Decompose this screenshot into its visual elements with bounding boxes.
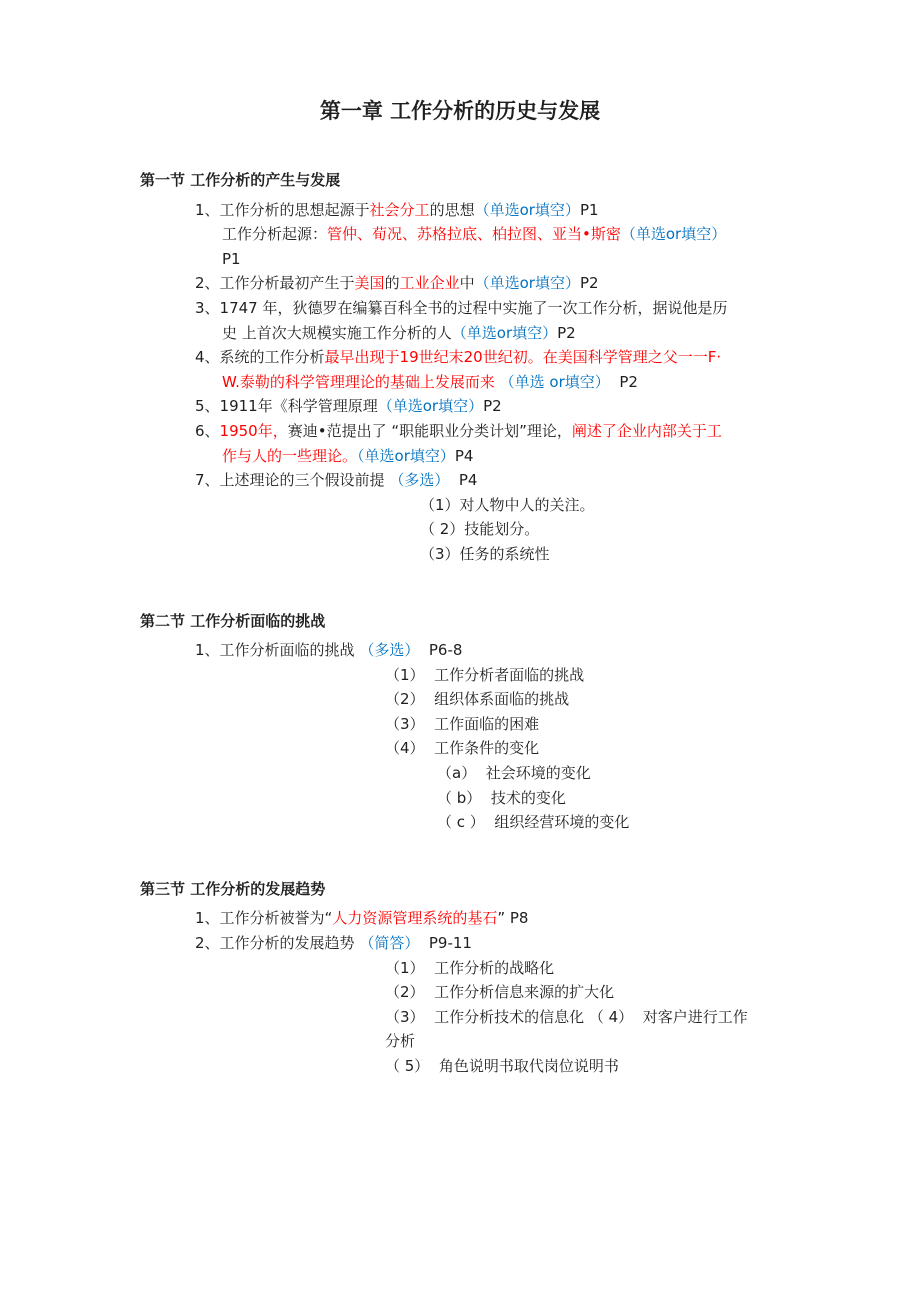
outline-line — [0, 493, 920, 518]
outline-line — [0, 1054, 920, 1079]
outline-line — [0, 980, 920, 1005]
outline-line — [0, 247, 920, 272]
text-segment: （ 5） 角色说明书取代岗位说明书 — [385, 1057, 619, 1075]
text-segment: 中 — [459, 274, 475, 293]
text-segment: 2、工作分析最初产生于 — [195, 274, 355, 293]
text-segment: 5、1911年《科学管理原理 — [195, 397, 378, 416]
document-title: 第一章 工作分析的历史与发展 — [319, 99, 601, 123]
outline-line — [0, 687, 920, 712]
outline-line — [0, 712, 920, 737]
text-segment: 4、系统的工作分析 — [195, 348, 325, 367]
text-segment: （ c ） 组织经营环境的变化 — [437, 813, 630, 832]
text-segment: （3） 工作面临的困难 — [385, 714, 540, 733]
text-segment: 美国 — [354, 274, 385, 293]
section-3 — [0, 877, 920, 1079]
text-segment: （单选or填空） — [357, 446, 455, 465]
text-segment: P4 — [449, 471, 478, 490]
text-segment: （ 2）技能划分。 — [420, 520, 540, 539]
text-segment: 的思想 — [429, 200, 475, 219]
text-segment: （1）对人物中人的关注。 — [420, 495, 595, 514]
outline-line — [0, 542, 920, 567]
text-segment: （单选or填空） — [377, 397, 484, 416]
text-segment: （多选） — [359, 641, 420, 660]
text-segment: 3、1747 年，狄德罗在编纂百科全书的过程中实施了一次工作分析，据说他是历 — [195, 298, 728, 317]
outline-line — [0, 786, 920, 811]
text-segment: 作与人的一些理论。 — [222, 446, 358, 465]
outline-line — [0, 468, 920, 493]
outline-line — [0, 1005, 920, 1030]
text-segment: P2 — [579, 274, 599, 293]
text-segment: 2、工作分析的发展趋势 — [195, 934, 360, 953]
text-segment: （2） 工作分析信息来源的扩大化 — [385, 983, 615, 1002]
text-segment: 史 上首次大规模实施工作分析的人 — [222, 323, 452, 342]
outline-line — [0, 638, 920, 663]
text-segment: P2 — [557, 323, 576, 342]
text-segment: 1、工作分析面临的挑战 — [195, 641, 360, 660]
text-segment: P1 — [579, 200, 599, 219]
section-2 — [0, 609, 920, 835]
outline-line — [0, 761, 920, 786]
outline-line — [0, 931, 920, 956]
text-segment: 分析 — [385, 1032, 416, 1051]
text-segment: P2 — [609, 372, 638, 391]
text-segment: 1、工作分析的思想起源于 — [195, 200, 370, 219]
text-segment: （ b） 技术的变化 — [437, 788, 566, 807]
text-segment: 最早出现于19世纪末20世纪初。在美国科学管理之父一一F· — [324, 348, 722, 367]
text-segment: 阐述了企业内部关于工 — [571, 421, 722, 440]
text-segment: W.泰勒的科学管理理论的基础上发展而来 — [222, 372, 500, 391]
text-segment: （简答） — [359, 934, 420, 953]
text-segment: （1） 工作分析者面临的挑战 — [385, 665, 585, 684]
text-segment: （3） 工作分析技术的信息化 （ 4） 对客户进行工作 — [385, 1007, 748, 1026]
outline-line — [0, 444, 920, 469]
section-heading: 第二节 工作分析面临的挑战 — [140, 611, 326, 630]
outline-line — [0, 394, 920, 419]
outline-line — [0, 956, 920, 981]
text-segment: 工作分析起源： — [222, 225, 328, 244]
outline-line — [0, 906, 920, 931]
outline-line — [0, 198, 920, 223]
outline-line — [0, 663, 920, 688]
text-segment: （单选or填空） — [474, 200, 580, 219]
outline-line — [0, 345, 920, 370]
text-segment: （单选 or填空） — [499, 372, 610, 391]
text-segment: （单选or填空） — [451, 323, 558, 342]
text-segment: 1950年， — [219, 421, 288, 440]
text-segment: P1 — [222, 249, 241, 268]
text-segment: P2 — [483, 397, 502, 416]
text-segment: 管仲、荀况、苏格拉底、柏拉图、亚当•斯密 — [327, 225, 621, 244]
text-segment: 人力资源管理系统的基石 — [332, 909, 498, 928]
outline-line — [0, 1029, 920, 1054]
text-segment: （a） 社会环境的变化 — [437, 764, 591, 783]
text-segment: 工业企业 — [399, 274, 460, 293]
text-segment: 社会分工 — [369, 200, 430, 219]
text-segment: P4 — [454, 446, 474, 465]
text-segment: （3）任务的系统性 — [420, 544, 550, 563]
outline-line — [0, 517, 920, 542]
outline-line — [0, 222, 920, 247]
text-segment: （单选or填空） — [474, 274, 580, 293]
text-segment: （1） 工作分析的战略化 — [385, 958, 555, 977]
outline-line — [0, 419, 920, 444]
text-segment: （2） 组织体系面临的挑战 — [385, 690, 570, 709]
outline-line — [0, 271, 920, 296]
text-segment: P9-11 — [419, 934, 472, 953]
outline-line — [0, 370, 920, 395]
text-segment: （多选） — [389, 471, 450, 490]
text-segment: 6、 — [195, 421, 220, 440]
text-segment: 的 — [384, 274, 400, 293]
text-segment: ” P8 — [497, 909, 529, 928]
text-segment: 7、上述理论的三个假设前提 — [195, 471, 390, 490]
text-segment: 1、工作分析被誉为“ — [195, 909, 333, 928]
document-body — [0, 168, 920, 1079]
text-segment: （单选or填空） — [620, 225, 727, 244]
outline-line — [0, 736, 920, 761]
text-segment: P6-8 — [419, 641, 463, 660]
section-1 — [0, 168, 920, 567]
outline-line — [0, 321, 920, 346]
outline-line — [0, 296, 920, 321]
outline-line — [0, 810, 920, 835]
section-heading: 第三节 工作分析的发展趋势 — [140, 879, 326, 898]
text-segment: 赛迪•范提出了 “职能职业分类计划”理论， — [287, 421, 572, 440]
text-segment: （4） 工作条件的变化 — [385, 739, 540, 758]
section-heading: 第一节 工作分析的产生与发展 — [140, 171, 341, 189]
